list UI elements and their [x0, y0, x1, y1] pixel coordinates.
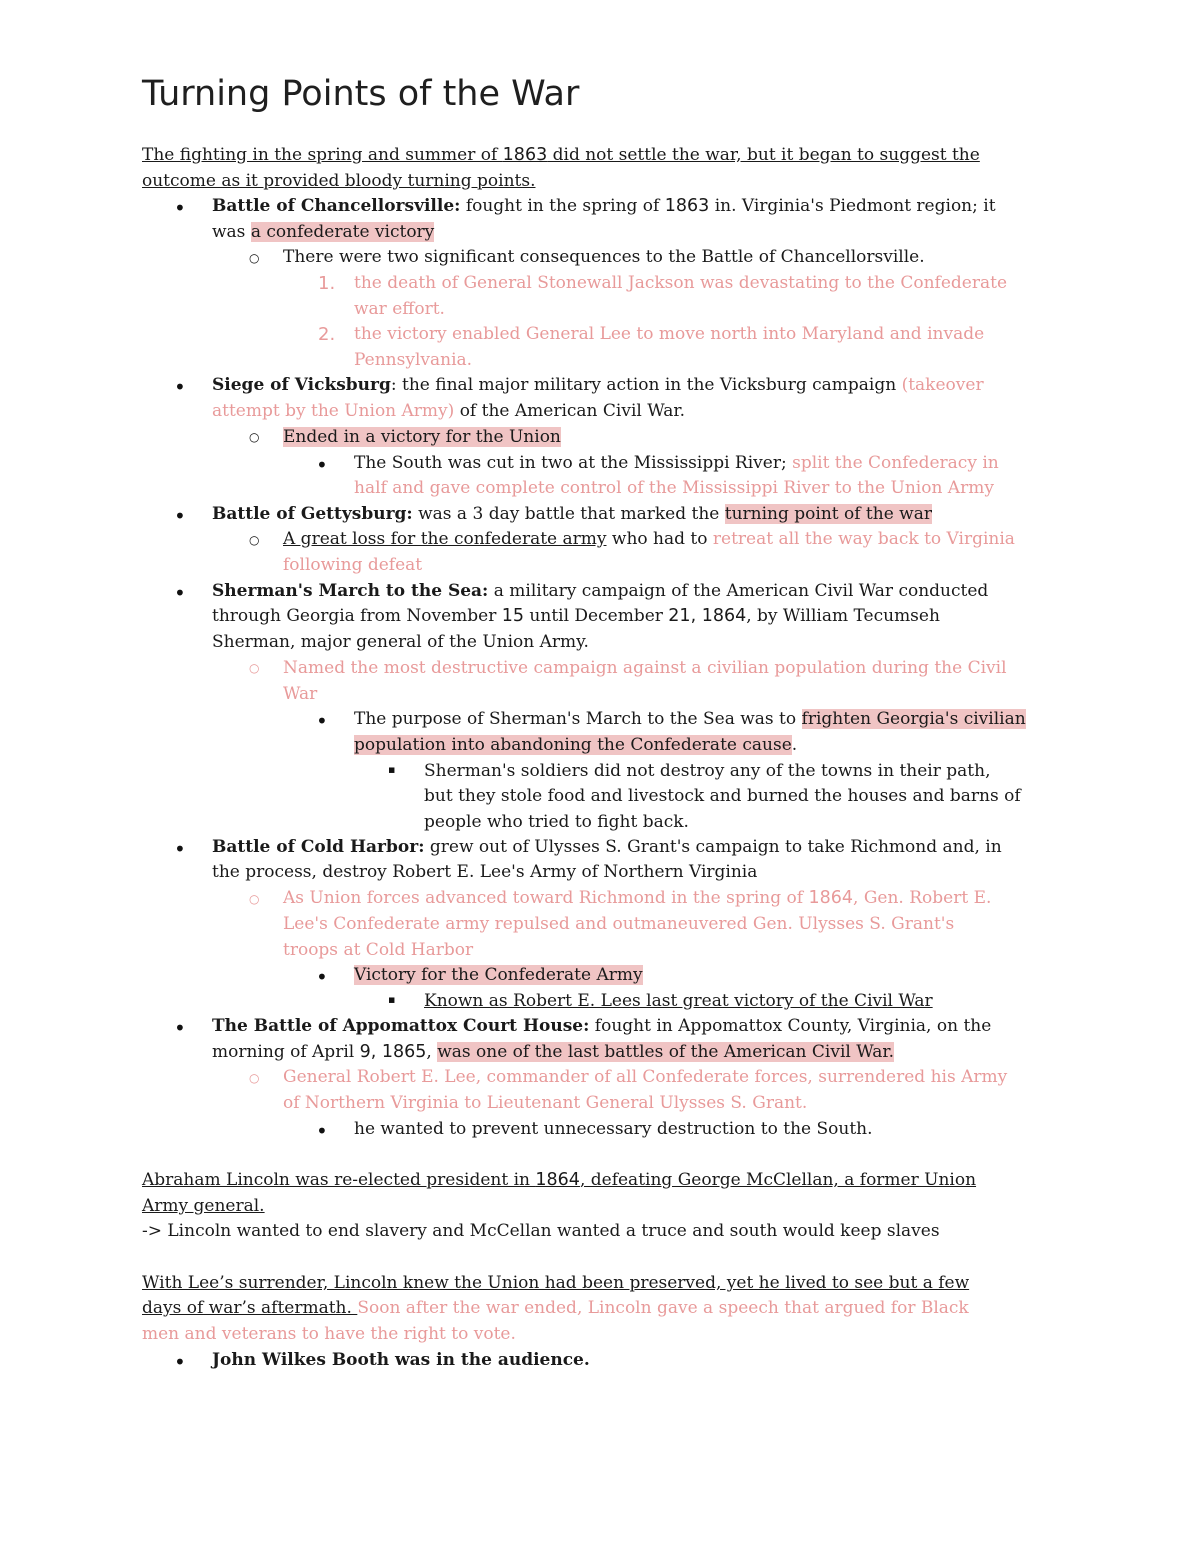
- level4-item-cont: people who tried to fight back.: [424, 812, 689, 832]
- sub-item: [283, 886, 991, 912]
- item-text: grew out of Ulysses S. Grant's campaign to take Richmond and, in: [424, 837, 1002, 857]
- pink-text: split the Confederacy in: [792, 453, 999, 473]
- numbered-item-cont: Pennsylvania.: [354, 350, 473, 370]
- circle-bullet-icon: ○: [249, 661, 260, 675]
- sub-sub-item: [354, 963, 643, 989]
- sub-item: [283, 527, 1015, 553]
- bullet-icon: •: [174, 1350, 186, 1374]
- sub-item: There were two significant consequences to the Battle of Chancellorsville.: [283, 247, 925, 267]
- pink-year: 1864: [808, 888, 854, 908]
- item-text: who had to: [606, 529, 713, 549]
- bullet-icon: •: [174, 837, 186, 861]
- bullet-icon: •: [316, 709, 328, 733]
- level4-item-cont: but they stole food and livestock and burned the houses and barns of: [424, 786, 1021, 806]
- sub-sub-item-cont: [354, 733, 797, 759]
- pink-text: As Union forces advanced toward Richmond in the spring of: [283, 888, 809, 908]
- square-bullet-icon: ▪: [388, 993, 396, 1006]
- paragraph-text: Abraham Lincoln was re-elected president in: [142, 1170, 536, 1190]
- sub-sub-item: [354, 451, 999, 477]
- paragraph-year: 1864: [535, 1170, 580, 1190]
- item-text: ,: [426, 1042, 438, 1062]
- bullet-icon: •: [316, 965, 328, 989]
- list-item: [212, 1014, 991, 1040]
- circle-bullet-icon: ○: [249, 430, 260, 444]
- numbered-item-cont: war effort.: [354, 299, 445, 319]
- list-item-cont: [212, 1040, 894, 1066]
- numbered-item: the victory enabled General Lee to move north into Maryland and invade: [354, 324, 985, 344]
- sub-item: General Robert E. Lee, commander of all Confederate forces, surrendered his Army: [283, 1067, 1008, 1087]
- lincoln-line-1: [142, 1168, 976, 1194]
- list-item-cont: [212, 220, 434, 246]
- item-number: 15: [501, 606, 525, 626]
- paragraph-text: , defeating George McClellan, a former Union: [579, 1170, 977, 1190]
- sub-item: Named the most destructive campaign against a civilian population during the Civil: [283, 658, 1007, 678]
- item-year: 1863: [664, 196, 710, 216]
- item-text: was: [212, 222, 251, 242]
- list-item: [212, 373, 984, 399]
- intro-text: The fighting in the spring and summer of: [142, 145, 503, 165]
- circle-bullet-icon: ○: [249, 892, 260, 906]
- list-item: [212, 835, 1002, 861]
- list-item-cont: Sherman, major general of the Union Army.: [212, 632, 589, 652]
- battle-name: Battle of Cold Harbor:: [212, 837, 425, 857]
- surrender-line-3: men and veterans to have the right to vote.: [142, 1324, 516, 1344]
- highlighted-text: turning point of the war: [724, 504, 932, 524]
- item-text: : the final major military action in the Vicksburg campaign: [390, 375, 902, 395]
- highlighted-text: frighten Georgia's civilian: [801, 709, 1026, 729]
- item-text: fought in Appomattox County, Virginia, on the: [589, 1016, 992, 1036]
- sub-sub-item: he wanted to prevent unnecessary destruction to the South.: [354, 1119, 873, 1139]
- pink-text: attempt by the Union Army): [212, 401, 455, 421]
- list-item: [212, 502, 932, 528]
- square-bullet-icon: ▪: [388, 763, 396, 776]
- underlined-text: days of war’s aftermath.: [142, 1298, 358, 1318]
- battle-name: Sherman's March to the Sea:: [212, 581, 489, 601]
- list-item: [212, 194, 996, 220]
- list-item: John Wilkes Booth was in the audience.: [212, 1350, 590, 1370]
- battle-name: The Battle of Appomattox Court House:: [212, 1016, 590, 1036]
- bullet-icon: •: [174, 1016, 186, 1040]
- list-number: 1.: [318, 273, 336, 294]
- surrender-line-1: With Lee’s surrender, Lincoln knew the Union had been preserved, yet he lived to see but a few: [142, 1273, 970, 1293]
- item-text: The purpose of Sherman's March to the Sea was to: [354, 709, 802, 729]
- circle-bullet-icon: ○: [249, 533, 260, 547]
- list-item-cont: [212, 399, 685, 425]
- item-date: 9, 1865: [359, 1042, 427, 1062]
- item-text: of the American Civil War.: [454, 401, 686, 421]
- bullet-icon: •: [316, 1119, 328, 1143]
- level4-item: Sherman's soldiers did not destroy any of the towns in their path,: [424, 761, 991, 781]
- item-text: was a 3 day battle that marked the: [412, 504, 725, 524]
- item-text: until December: [524, 606, 669, 626]
- bullet-icon: •: [316, 453, 328, 477]
- level4-item: Known as Robert E. Lees last great victory of the Civil War: [424, 991, 933, 1011]
- item-date: 21, 1864: [668, 606, 747, 626]
- sub-item-cont: following defeat: [283, 555, 423, 575]
- item-text: morning of April: [212, 1042, 360, 1062]
- item-text: .: [791, 735, 798, 755]
- battle-name: Battle of Gettysburg:: [212, 504, 413, 524]
- intro-line-1: [142, 143, 980, 169]
- sub-item-cont: of Northern Virginia to Lieutenant General Ulysses S. Grant.: [283, 1093, 808, 1113]
- battle-name: Battle of Chancellorsville:: [212, 196, 461, 216]
- pink-text: Soon after the war ended, Lincoln gave a speech that argued for Black: [357, 1298, 969, 1318]
- bullet-icon: •: [174, 504, 186, 528]
- highlighted-text: a confederate victory: [250, 222, 435, 242]
- item-text: , by William Tecumseh: [746, 606, 940, 626]
- highlighted-text: Victory for the Confederate Army: [354, 965, 643, 985]
- pink-text: retreat all the way back to Virginia: [712, 529, 1015, 549]
- intro-text: did not settle the war, but it began to suggest the: [547, 145, 980, 165]
- item-text: The South was cut in two at the Mississippi River;: [354, 453, 793, 473]
- sub-sub-item: [354, 707, 1026, 733]
- highlighted-text: was one of the last battles of the American Civil War.: [437, 1042, 895, 1062]
- list-number: 2.: [318, 324, 336, 345]
- lincoln-line-2: Army general.: [142, 1196, 265, 1216]
- list-item: [212, 579, 988, 605]
- item-text: fought in the spring of: [460, 196, 665, 216]
- numbered-item: the death of General Stonewall Jackson was devastating to the Confederate: [354, 273, 1008, 293]
- sub-item-cont: Lee's Confederate army repulsed and outmaneuvered Gen. Ulysses S. Grant's: [283, 914, 955, 934]
- highlighted-text: Ended in a victory for the Union: [283, 427, 561, 447]
- intro-line-2: outcome as it provided bloody turning points.: [142, 171, 536, 191]
- pink-text: , Gen. Robert E.: [853, 888, 992, 908]
- sub-sub-item-cont: half and gave complete control of the Mississippi River to the Union Army: [354, 478, 994, 498]
- highlighted-text: population into abandoning the Confederate cause: [354, 735, 792, 755]
- circle-bullet-icon: ○: [249, 251, 260, 265]
- underlined-text: A great loss for the confederate army: [283, 529, 607, 549]
- surrender-line-2: [142, 1296, 969, 1322]
- list-item-cont: the process, destroy Robert E. Lee's Army of Northern Virginia: [212, 862, 758, 882]
- sub-item: [283, 425, 561, 451]
- item-text: in. Virginia's Piedmont region; it: [709, 196, 996, 216]
- lincoln-line-3: -> Lincoln wanted to end slavery and McCellan wanted a truce and south would keep slaves: [142, 1221, 940, 1241]
- circle-bullet-icon: ○: [249, 1071, 260, 1085]
- sub-item-cont: War: [283, 684, 318, 704]
- sub-item-cont: troops at Cold Harbor: [283, 940, 474, 960]
- battle-name: Siege of Vicksburg: [212, 375, 391, 395]
- bullet-icon: •: [174, 196, 186, 220]
- pink-text: (takeover: [901, 375, 984, 395]
- item-text: through Georgia from November: [212, 606, 502, 626]
- item-text: a military campaign of the American Civil War conducted: [488, 581, 989, 601]
- list-item-cont: [212, 604, 940, 630]
- bullet-icon: •: [174, 375, 186, 399]
- bullet-icon: •: [174, 581, 186, 605]
- intro-year: 1863: [502, 145, 548, 165]
- page-title: Turning Points of the War: [142, 74, 580, 114]
